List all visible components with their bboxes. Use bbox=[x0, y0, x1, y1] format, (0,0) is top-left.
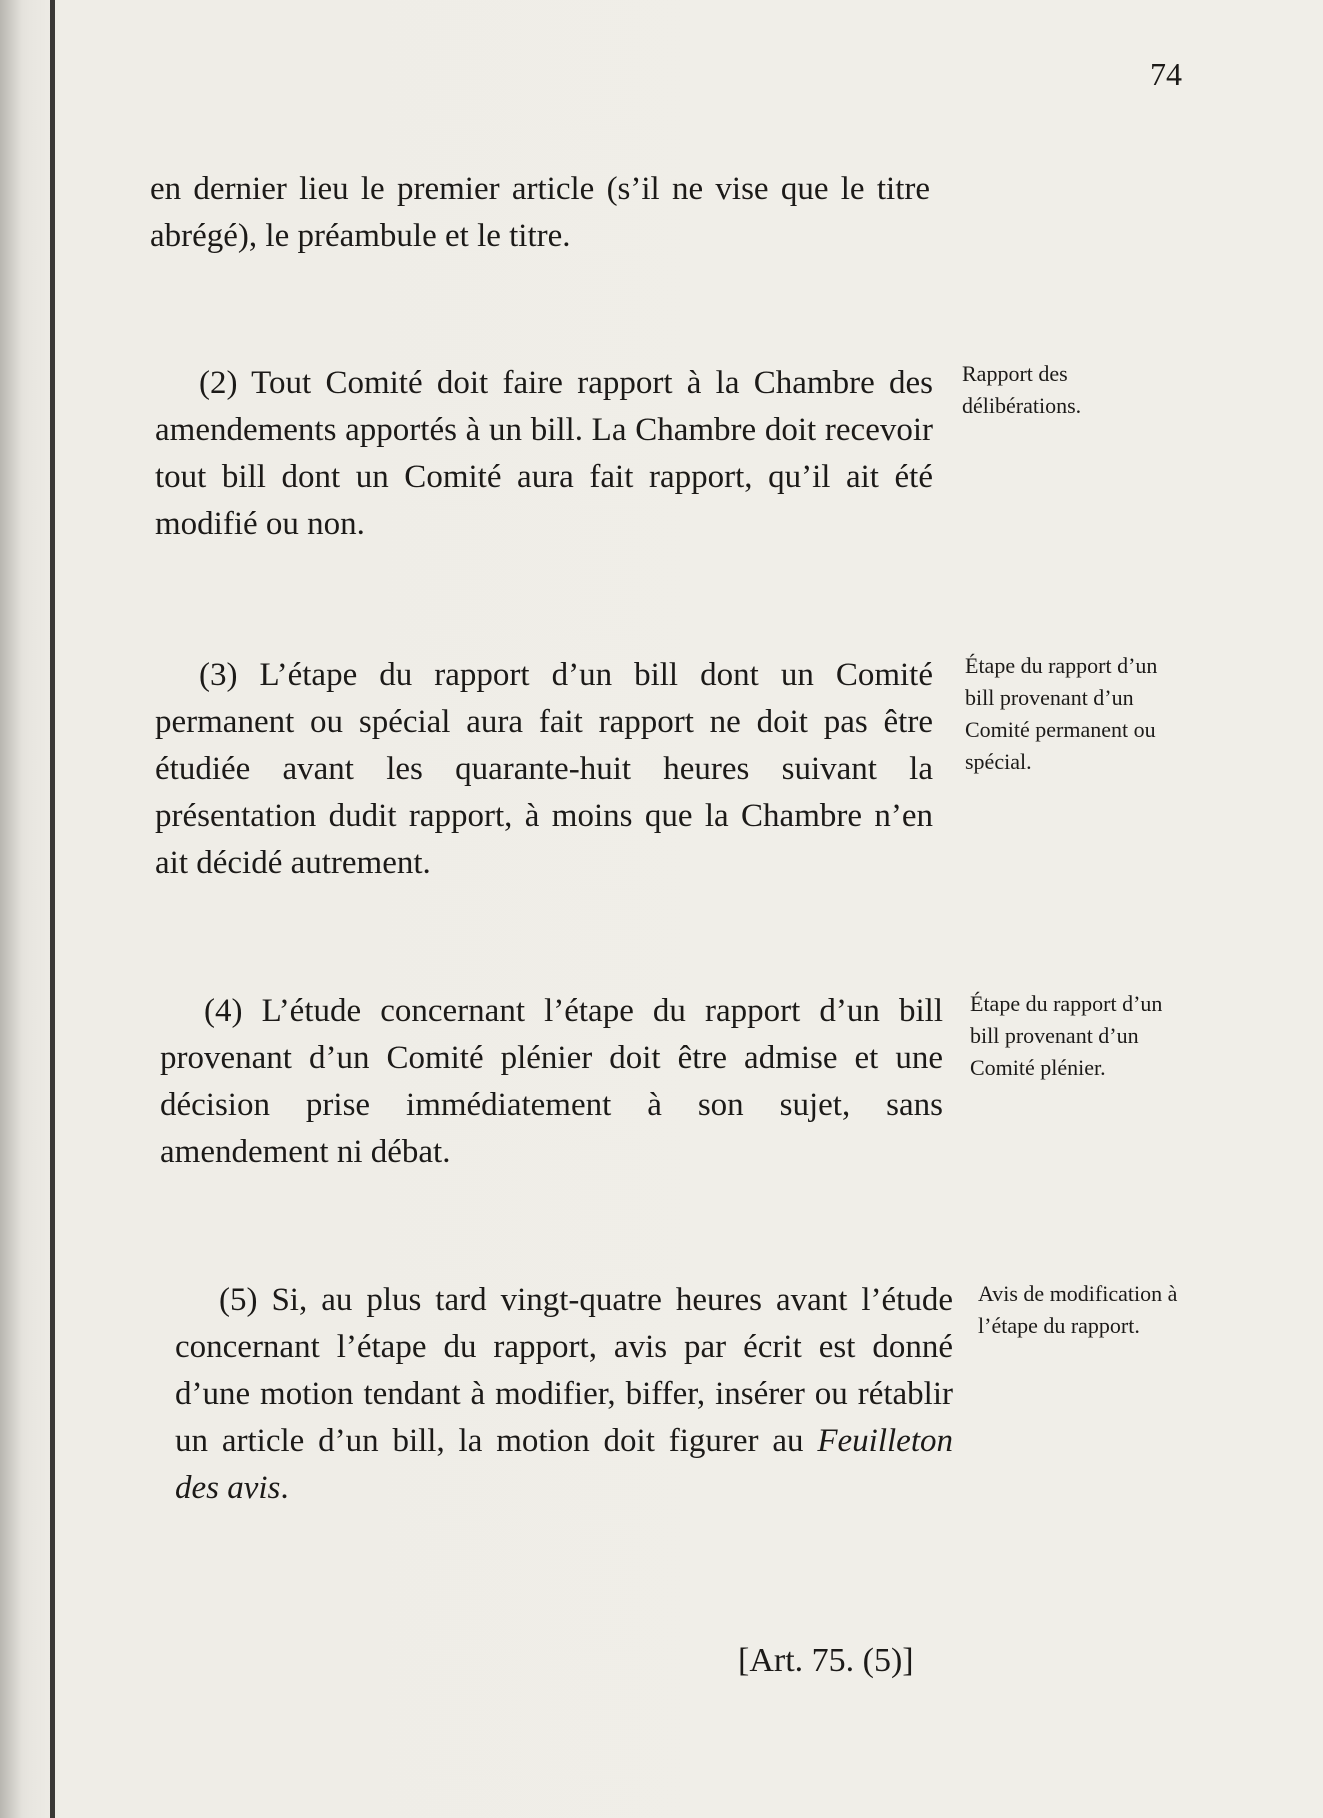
spine-line bbox=[50, 0, 55, 1818]
paragraph-5 bbox=[175, 1277, 953, 1512]
paragraph-text-end: . bbox=[280, 1470, 289, 1506]
marginal-note: Étape du rapport d’un bill provenant d’un Comité plénier. bbox=[970, 991, 1163, 1080]
paragraph-2 bbox=[155, 360, 933, 548]
paragraph-text: en dernier lieu le premier article (s’il ne vise que le titre abrégé), le préambule et le titre. bbox=[150, 171, 930, 254]
marginal-note: Avis de modification à l’étape du rapport. bbox=[978, 1281, 1178, 1338]
paragraph-3 bbox=[155, 652, 933, 887]
paragraph-text: (4) L’étude concernant l’étape du rapport d’un bill provenant d’un Comité plénier doit être admise et une décision prise immédiatement à son sujet, sans amendement ni débat. bbox=[160, 993, 943, 1170]
paragraph-text: (5) Si, au plus tard vingt-quatre heures avant l’étude concernant l’étape du rapport, avis par écrit est donné d’une motion tendant à modifier, biffer, insérer ou rétablir un article d’un bill, la motion doit figurer au bbox=[175, 1282, 953, 1459]
article-reference: [Art. 75. (5)] bbox=[738, 1642, 914, 1679]
paragraph-4 bbox=[160, 988, 943, 1176]
spine-shadow bbox=[0, 0, 22, 1818]
paragraph-text: (2) Tout Comité doit faire rapport à la Chambre des amendements apportés à un bill. La Chambre doit recevoir tout bill dont un Comité aura fait rapport, qu’il ait été modifié ou non. bbox=[155, 365, 933, 542]
marginal-note: Étape du rapport d’un bill provenant d’un Comité permanent ou spécial. bbox=[965, 653, 1158, 774]
page-number: 74 bbox=[1150, 56, 1182, 92]
marginal-note: Rapport des délibérations. bbox=[962, 361, 1082, 418]
paragraph-italic-text: Feuilleton des avis bbox=[175, 1423, 953, 1506]
paragraph-continuation bbox=[150, 166, 930, 260]
paragraph-text: (3) L’étape du rapport d’un bill dont un Comité permanent ou spécial aura fait rapport ne doit pas être étudiée avant les quarante-huit heures suivant la présentation dudit rapport, à moins que la Chambre n’en ait décidé autrement. bbox=[155, 657, 933, 881]
